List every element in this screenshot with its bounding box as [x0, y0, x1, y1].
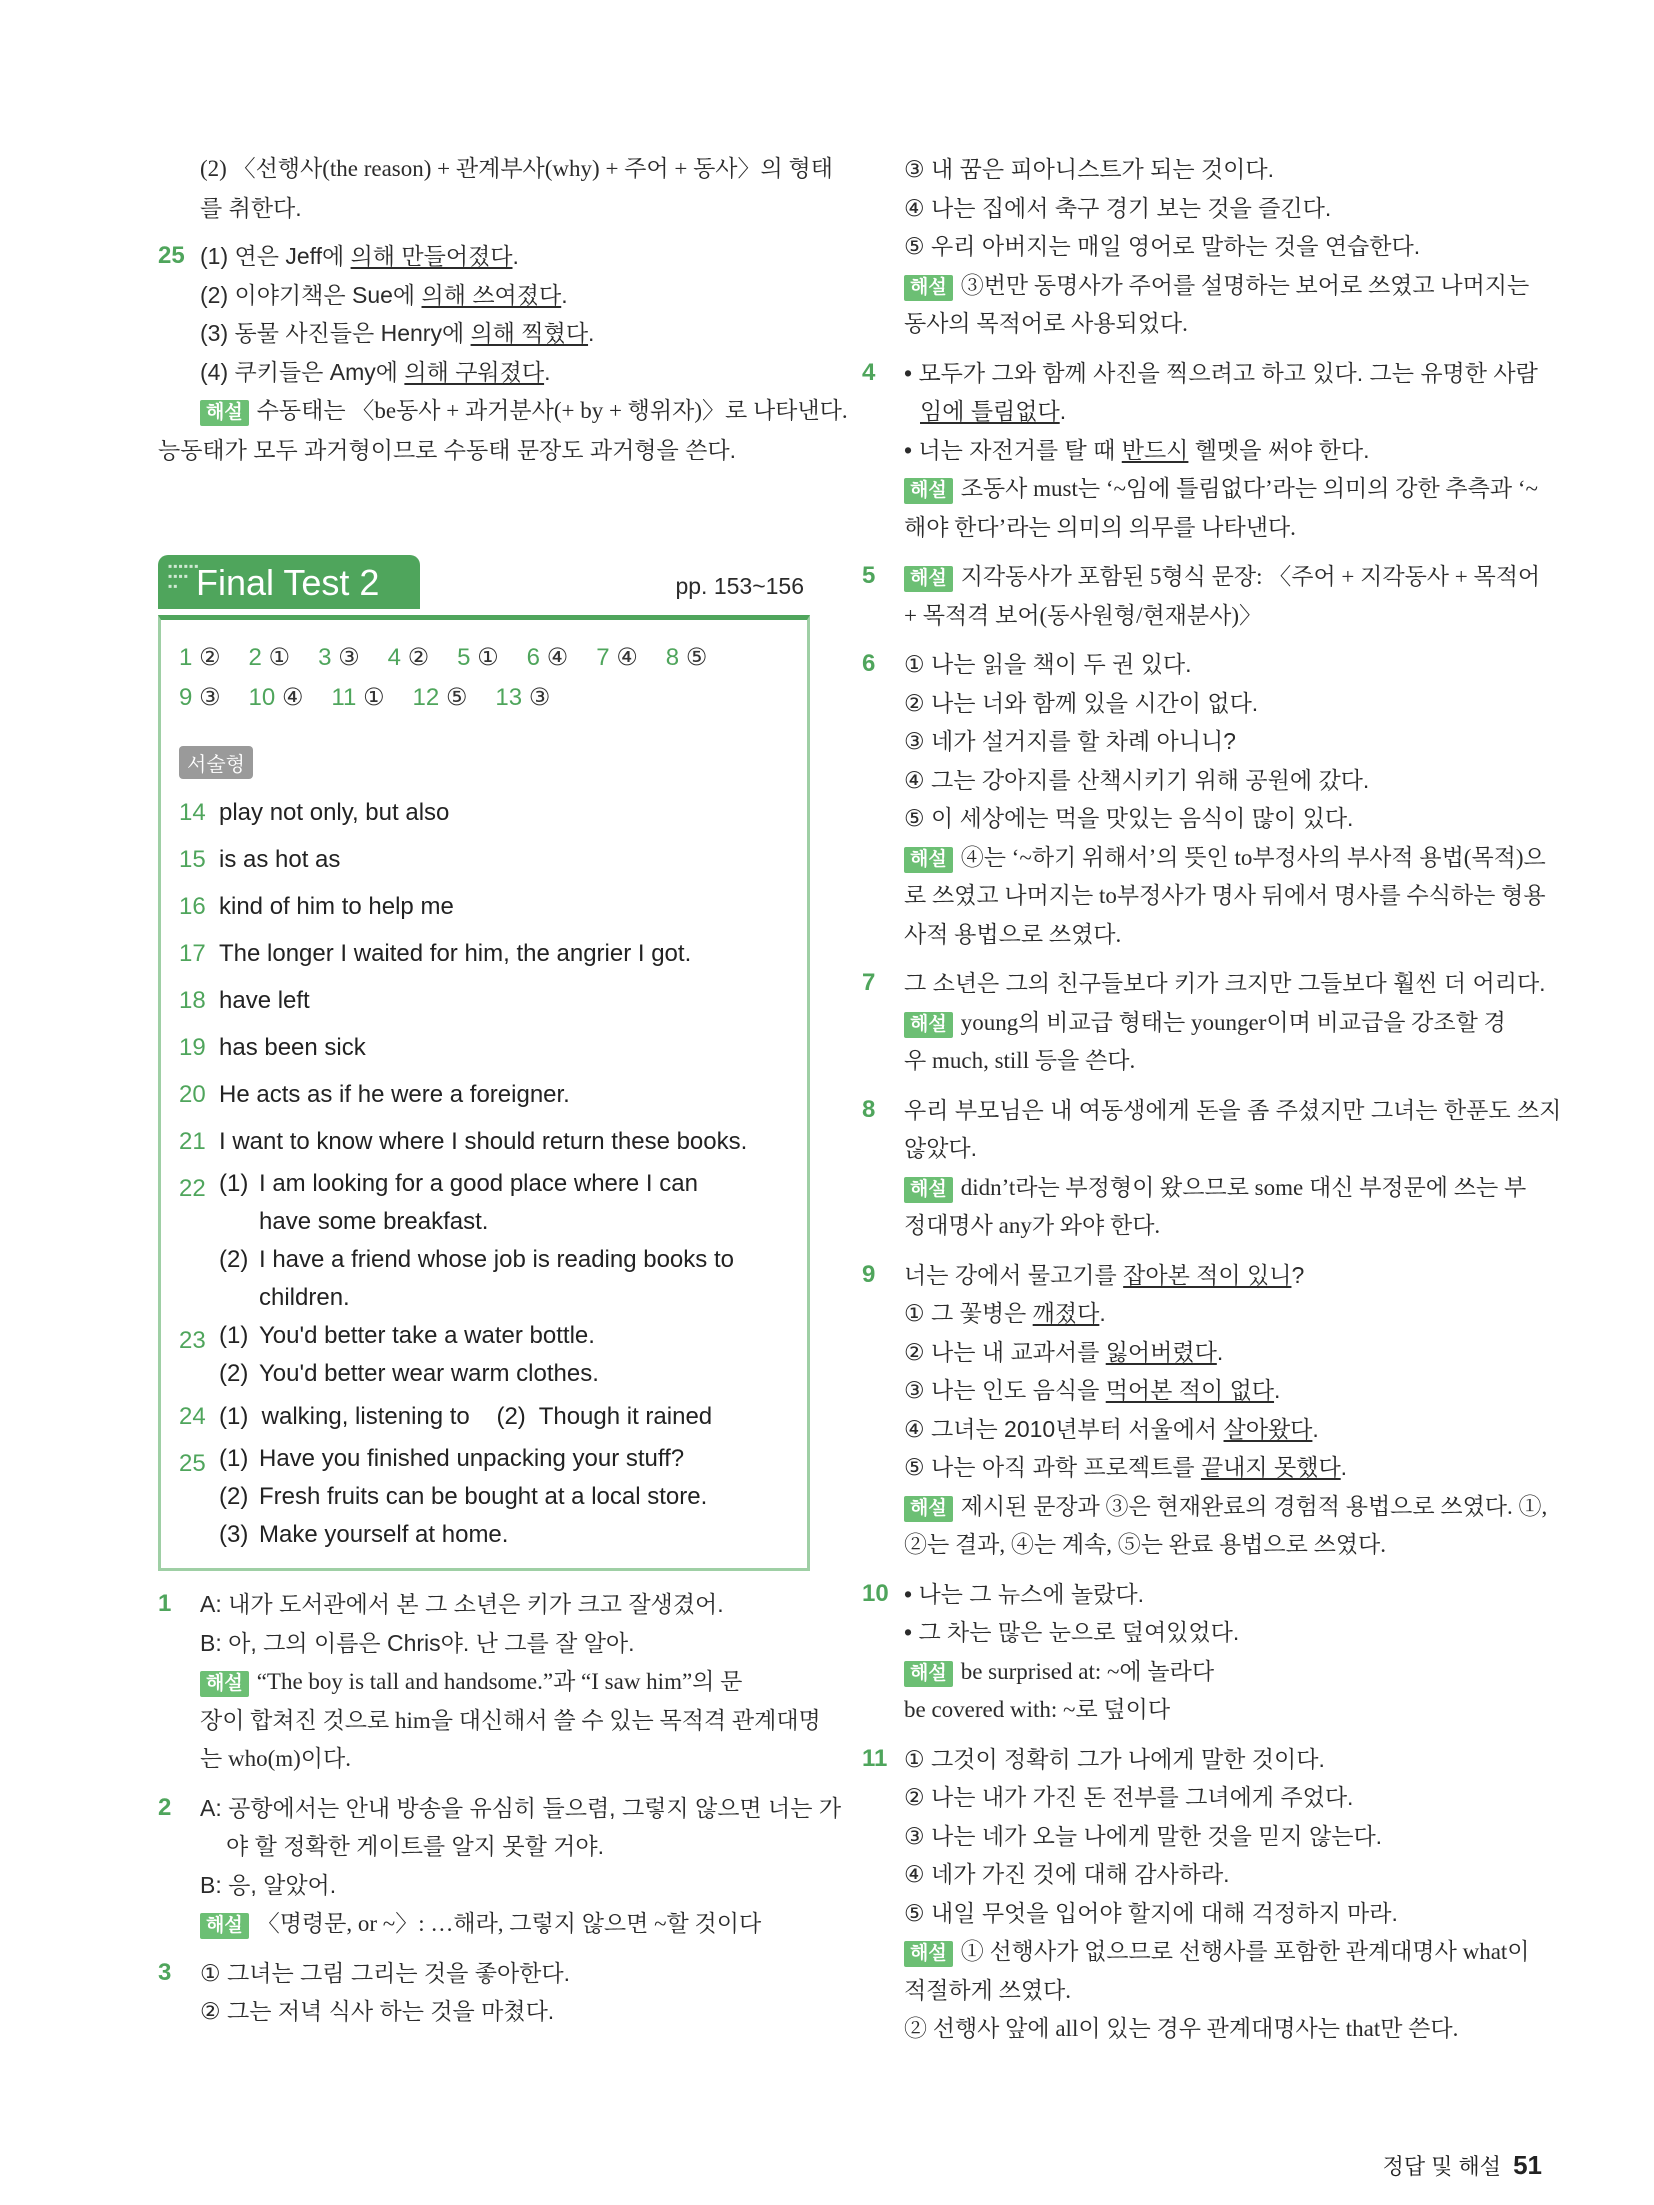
q24-continuation [158, 150, 833, 227]
answer-20: 20 He acts as if he were a foreigner. [179, 1081, 570, 1108]
answer-24: 24 (1) walking, listening to (2) Though it rained [179, 1403, 713, 1430]
text-line: 를 취한다. [200, 194, 302, 221]
explanation-tag: 해설 [200, 1671, 249, 1697]
underlined-text: 의해 만들어졌다 [350, 243, 513, 269]
explanation-tag: 해설 [904, 1496, 953, 1522]
mc-answer: 13 ③ [495, 684, 551, 711]
explanation-tag: 해설 [904, 478, 953, 504]
question-10: 10 • 나는 그 뉴스에 놀랐다. • 그 차는 많은 눈으로 덮여있었다. 해설 be surprised at: ~에 놀라다 be covered with: ~로 덮이다 [862, 1579, 1240, 1722]
multiple-choice-row [179, 678, 793, 718]
explanation-tag: 해설 [200, 400, 249, 426]
text-line: (2) 〈선행사(the reason) + 관계부사(why) + 주어 + 동사〉의 형태 [200, 156, 833, 181]
question-9: 9 너는 강에서 물고기를 잡아본 적이 있니? ① 그 꽃병은 깨졌다. ② 나는 내 교과서를 잃어버렸다. ③ 나는 인도 음식을 먹어본 적이 없다. ④ 그녀는 2010년부터 서울에서 살아왔다. ⑤ 나는 아직 과학 프로젝트를 끝내지 못했다. 해설 제시된 문장과 ③은 현재완료의 경험적 용법으로 쓰였다. ①, ②는 결과, ④는 계속, ⑤는 완료 용법으로 쓰였다. [862, 1260, 1548, 1557]
text-line: (3) 동물 사진들은 Henry에 [200, 320, 471, 346]
question-11: 11 ① 그것이 정확히 그가 나에게 말한 것이다. ② 나는 내가 가진 돈 전부를 그녀에게 주었다. ③ 나는 네가 오늘 나에게 말한 것을 믿지 않는다. ④ 네가 가진 것에 대해 감사하라. ⑤ 내일 무엇을 입어야 할지에 대해 걱정하지 마라. 해설 ① 선행사가 없으므로 선행사를 포함한 관계대명사 what이 적절하게 쓰였다. ② 선행사 앞에 all이 있는 경우 관계대명사는 that만 쓴다. [862, 1744, 1530, 2041]
footer-label: 정답 및 해설 [1382, 2154, 1502, 2179]
answer-22: 22 (1) I am looking for a good place where I can have some breakfast. (2) I have a friend whose job is reading books to children. [179, 1170, 734, 1311]
essay-section-label: 서술형 [179, 746, 253, 779]
explanation-tag: 해설 [904, 1177, 953, 1203]
explanation-tag: 해설 [904, 1941, 953, 1967]
decorative-dots-icon: ▪▪▪▪▪▪ ▪▪▪▪ ▪▪ [168, 559, 200, 593]
q25-explanation: 25 (1) 연은 Jeff에 의해 만들어졌다. (2) 이야기책은 Sue에 의해 쓰여졌다. (3) 동물 사진들은 Henry에 의해 찍혔다. (4) 쿠키들은 Amy에 의해 구워졌다. 해설 수동태는 〈be동사 + 과거분사(+ by + 행위자)〉로 나타낸다. 능동태가 모두 과거형이므로 수동태 문장도 과거형을 쓴다. [158, 237, 810, 469]
question-3: 3 ① 그녀는 그림 그리는 것을 좋아한다. ② 그는 저녁 식사 하는 것을 마쳤다. [158, 1958, 571, 2024]
final-test-title: Final Test 2 [196, 562, 380, 603]
page-number: 51 [1513, 2150, 1542, 2180]
question-1: 1 A: 내가 도서관에서 본 그 소년은 키가 크고 잘생겼어. B: 아, 그의 이름은 Chris야. 난 그를 잘 알아. 해설 “The boy is tall and handsome.”과 “I saw him”의 문 장이 합쳐진 것으로 him을 대신해서 쓸 수 있는 목적격 관계대명 는 who(m)이다. [158, 1590, 821, 1771]
answer-19: 19 has been sick [179, 1034, 366, 1061]
mc-answer: 6 ④ [526, 644, 569, 671]
mc-answer: 2 ① [248, 644, 291, 671]
mc-answer: 10 ④ [248, 684, 304, 711]
answer-15: 15 is as hot as [179, 846, 341, 873]
answer-17: 17 The longer I waited for him, the angrier I got. [179, 940, 692, 967]
right-column [862, 150, 1562, 2049]
explanation-tag: 해설 [904, 847, 953, 873]
text-line: (4) 쿠키들은 Amy에 [200, 358, 405, 385]
mc-answer: 1 ② [179, 644, 221, 671]
question-3-continued: ③ 내 꿈은 피아니스트가 되는 것이다. ④ 나는 집에서 축구 경기 보는 것을 즐긴다. ⑤ 우리 아버지는 매일 영어로 말하는 것을 연습한다. 해설 ③번만 동명사가 주어를 설명하는 보어로 쓰였고 나머지는 동사의 목적어로 사용되었다. [904, 156, 1530, 336]
final-test-header [158, 555, 810, 615]
page-range: pp. 153~156 [675, 573, 804, 599]
question-2: 2 A: 공항에서는 안내 방송을 유심히 들으렴, 그렇지 않으면 너는 가 야 할 정확한 게이트를 알지 못할 거야. B: 응, 알았어. 해설 〈명령문, or ~〉: …해라, 그렇지 않으면 ~할 것이다 [158, 1789, 810, 1944]
mc-answer: 4 ② [387, 644, 430, 671]
text-line: (2) 이야기책은 Sue에 [200, 281, 422, 308]
answer-21: 21 I want to know where I should return these books. [179, 1128, 748, 1155]
underlined-text: 의해 쓰여졌다 [421, 281, 562, 308]
mc-answer: 11 ① [331, 684, 385, 711]
text-line: 능동태가 모두 과거형이므로 수동태 문장도 과거형을 쓴다. [158, 436, 736, 463]
question-6: 6 ① 나는 읽을 책이 두 권 있다. ② 나는 너와 함께 있을 시간이 없다. ③ 네가 설거지를 할 차례 아니니? ④ 그는 강아지를 산책시키기 위해 공원에 갔다. ⑤ 이 세상에는 먹을 맛있는 음식이 많이 있다. 해설 ④는 ‘~하기 위해서’의 뜻인 to부정사의 부사적 용법(목적)으 로 쓰였고 나머지는 to부정사가 명사 뒤에서 명사를 수식하는 형용 사적 용법으로 쓰였다. [862, 650, 1546, 947]
left-column [158, 150, 848, 2031]
underlined-text: 의해 찍혔다 [470, 320, 589, 346]
mc-answer: 8 ⑤ [665, 644, 708, 671]
explanation-tag: 해설 [904, 566, 953, 592]
mc-answer: 5 ① [457, 644, 499, 671]
explanation-tag: 해설 [200, 1913, 249, 1939]
page-footer [1383, 2150, 1542, 2181]
question-7: 7 그 소년은 그의 친구들보다 키가 크지만 그들보다 훨씬 더 어리다. 해설 young의 비교급 형태는 younger이며 비교급을 강조할 경 우 much, still 등을 쓴다. [862, 969, 1546, 1073]
answer-16: 16 kind of him to help me [179, 893, 454, 920]
multiple-choice-row [179, 638, 793, 678]
mc-answer: 9 ③ [179, 684, 221, 711]
answer-18: 18 have left [179, 987, 310, 1014]
mc-answer: 12 ⑤ [412, 684, 468, 711]
question-4: 4 • 모두가 그와 함께 사진을 찍으려고 하고 있다. 그는 유명한 사람 임에 틀림없다. • 너는 자전거를 탈 때 반드시 헬멧을 써야 한다. 해설 조동사 must는 ‘~임에 틀림없다’라는 의미의 강한 추측과 ‘~ 해야 한다’라는 의미의 의무를 나타낸다. [862, 358, 1538, 540]
explanation-tag: 해설 [904, 1012, 953, 1038]
answer-14: 14 play not only, but also [179, 799, 450, 826]
answer-23: 23 (1) You'd better take a water bottle. (2) You'd better wear warm clothes. [179, 1322, 599, 1387]
question-number: 25 [158, 242, 185, 269]
text-line: (1) 연은 Jeff에 [200, 243, 351, 269]
question-8: 8 우리 부모님은 내 여동생에게 돈을 좀 주셨지만 그녀는 한푼도 쓰지 않았다. 해설 didn’t라는 부정형이 왔으므로 some 대신 부정문에 쓰는 부 정대명사 any가 와야 한다. [862, 1095, 1562, 1238]
answer-key-box [158, 615, 810, 1571]
explanation-tag: 해설 [904, 1661, 953, 1687]
explanation-tag: 해설 [904, 275, 953, 301]
underlined-text: 의해 구워졌다 [404, 358, 545, 385]
text-line: 수동태는 〈be동사 + 과거분사(+ by + 행위자)〉로 나타낸다. [256, 398, 848, 423]
mc-answer: 7 ④ [596, 644, 638, 671]
final-test-title-tab [158, 555, 420, 609]
mc-answer: 3 ③ [318, 644, 360, 671]
question-5: 5 해설 지각동사가 포함된 5형식 문장: 〈주어 + 지각동사 + 목적어 + 목적격 보어(동사원형/현재분사)〉 [862, 562, 1541, 628]
answer-25: 25 (1) Have you finished unpacking your stuff? (2) Fresh fruits can be bought at a local store. (3) Make yourself at home. [179, 1445, 708, 1548]
